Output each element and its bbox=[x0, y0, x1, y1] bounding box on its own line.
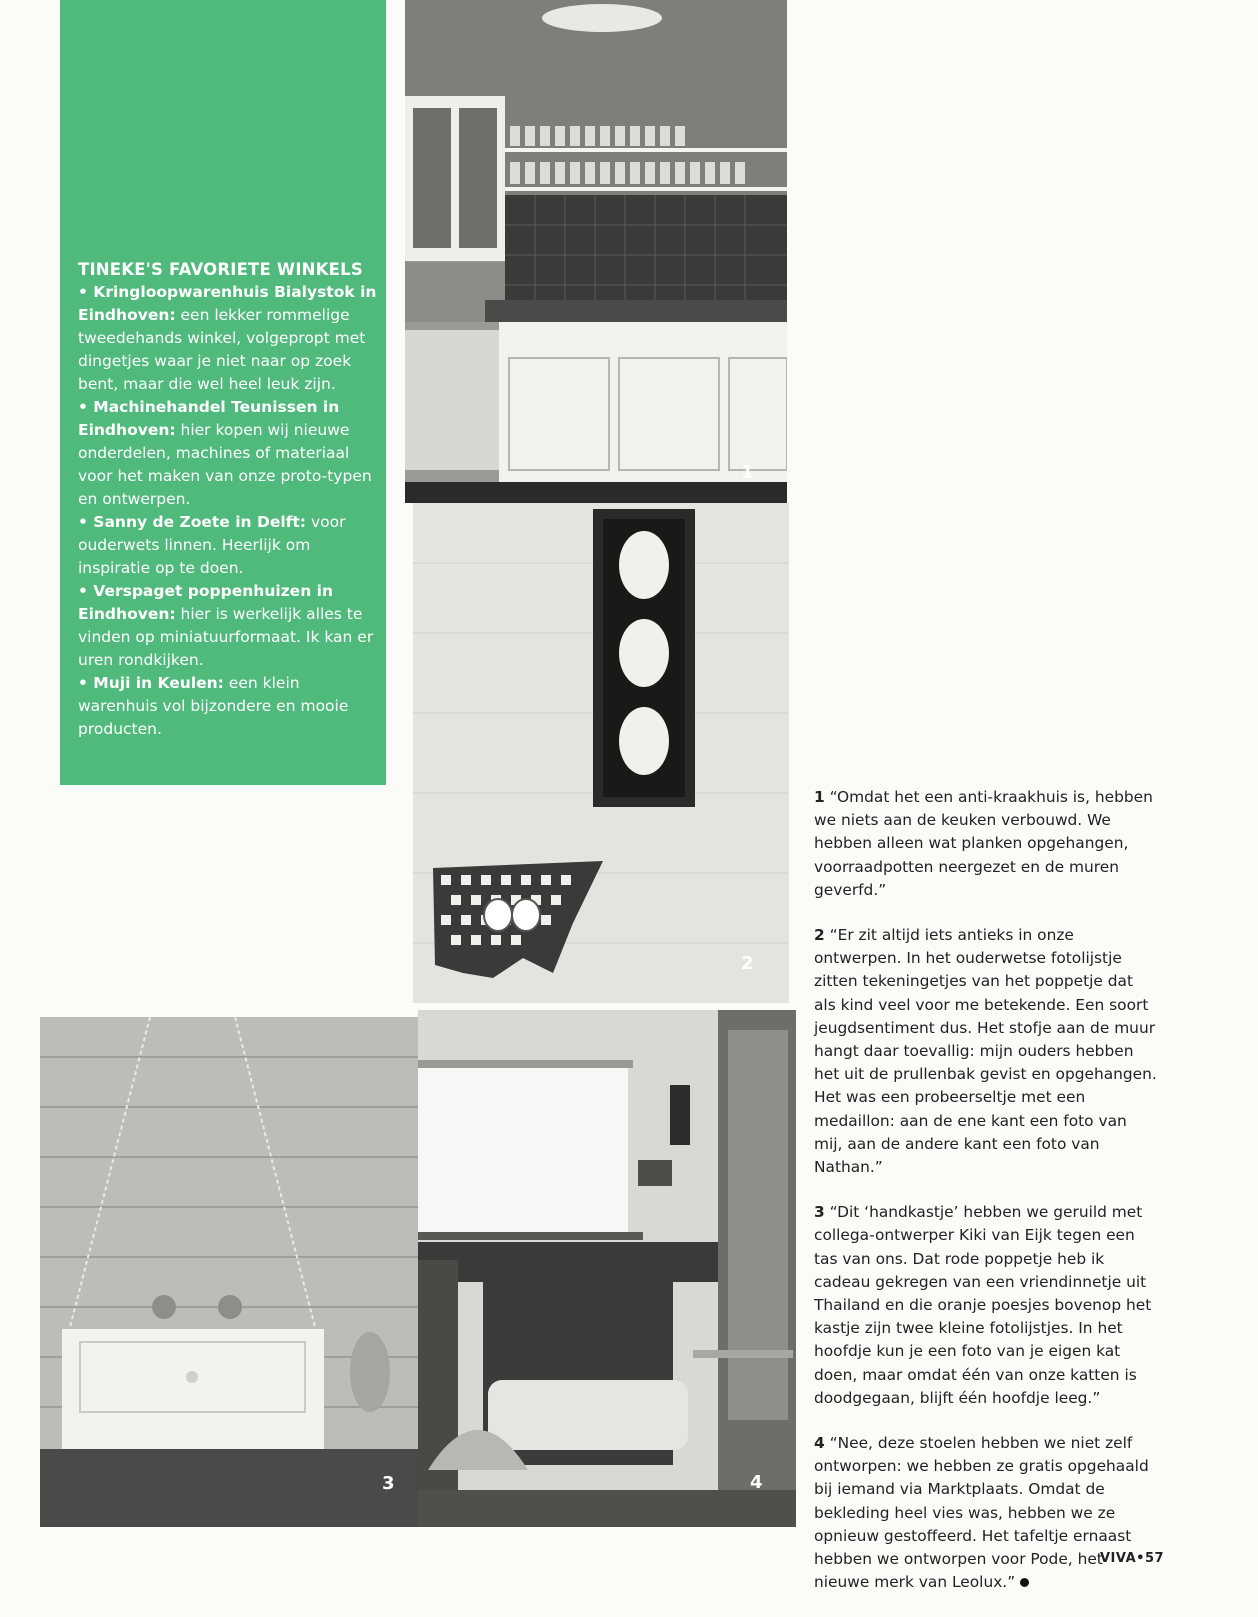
caption-2 bbox=[814, 924, 1159, 1179]
photo-number: 1 bbox=[741, 462, 754, 483]
shop-item bbox=[78, 511, 378, 580]
wall-frame-illustration bbox=[413, 503, 789, 1003]
photo-number: 4 bbox=[750, 1472, 763, 1493]
living-room-photo bbox=[418, 1010, 796, 1527]
caption-text: “Dit ‘handkastje’ hebben we geruild met collega-ontwerper Kiki van Eijk tegen een tas van ons. Dat rode poppetje heb ik cadeau gekregen van een vriendinnetje uit Thailand en die oranje poesjes bovenop het kastje zijn twee kleine fotolijstjes. In het hoofdje kun je een foto van je eigen kat doen, maar omdat één van onze katten is doodgegaan, blijft één hoofdje leeg.” bbox=[814, 1203, 1152, 1407]
shop-name: • Verspaget poppenhuizen in Eindhoven: bbox=[78, 582, 333, 623]
favorite-shops-box bbox=[60, 0, 386, 785]
shop-item bbox=[78, 672, 378, 741]
caption-3 bbox=[814, 1201, 1159, 1410]
wall-frame-photo bbox=[413, 503, 789, 1003]
caption-number: 4 bbox=[814, 1434, 825, 1453]
favorite-shops-title: TINEKE'S FAVORIETE WINKELS bbox=[78, 260, 363, 279]
hand-box-illustration bbox=[40, 1017, 418, 1527]
end-mark-icon bbox=[1020, 1578, 1029, 1587]
shop-name: • Muji in Keulen: bbox=[78, 674, 224, 692]
caption-number: 3 bbox=[814, 1203, 825, 1222]
shop-description: hier kopen wij nieuwe onderdelen, machines of materiaal voor het maken van onze proto-typen en ontwerpen. bbox=[78, 421, 372, 508]
caption-text: “Er zit altijd iets antieks in onze ontwerpen. In het ouderwetse fotolijstje zitten tekeningetjes van het poppetje dat als kind veel voor me betekende. Een soort jeugdsentiment dus. Het stofje aan de muur hangt daar toevallig: mijn ouders hebben het uit de prullenbak gevist en opgehangen. Het was een probeerseltje met een medaillon: aan de ene kant een foto van mij, aan de andere kant een foto van Nathan.” bbox=[814, 926, 1157, 1177]
caption-1 bbox=[814, 786, 1159, 902]
shop-name: • Machinehandel Teunissen in Eindhoven: bbox=[78, 398, 340, 439]
shop-item bbox=[78, 396, 378, 511]
kitchen-photo bbox=[405, 0, 787, 503]
hand-box-photo bbox=[40, 1017, 418, 1527]
living-room-illustration bbox=[418, 1010, 796, 1527]
shop-item bbox=[78, 580, 378, 672]
shop-description: voor ouderwets linnen. Heerlijk om inspiratie op te doen. bbox=[78, 513, 346, 577]
shop-item bbox=[78, 281, 378, 396]
favorite-shops-content bbox=[78, 258, 378, 741]
page-folio: VIVA•57 bbox=[1100, 1551, 1165, 1566]
photo-captions bbox=[814, 786, 1159, 1617]
photo-number: 2 bbox=[741, 953, 754, 974]
caption-4 bbox=[814, 1432, 1159, 1594]
caption-number: 2 bbox=[814, 926, 825, 945]
shop-description: een klein warenhuis vol bijzondere en mooie producten. bbox=[78, 674, 349, 738]
shop-description: hier is werkelijk alles te vinden op miniatuurformaat. Ik kan er uren rondkijken. bbox=[78, 605, 374, 669]
shop-name: • Kringloopwarenhuis Bialystok in Eindhoven: bbox=[78, 283, 377, 324]
caption-number: 1 bbox=[814, 788, 825, 806]
photo-number: 3 bbox=[382, 1473, 395, 1494]
kitchen-illustration bbox=[405, 0, 787, 503]
shop-description: een lekker rommelige tweedehands winkel, volgepropt met dingetjes waar je niet naar op zoek bent, maar die wel heel leuk zijn. bbox=[78, 306, 366, 393]
shop-name: • Sanny de Zoete in Delft: bbox=[78, 513, 307, 531]
caption-text: “Omdat het een anti-kraakhuis is, hebben we niets aan de keuken verbouwd. We hebben alleen wat planken opgehangen, voorraadpotten neergezet en de muren geverfd.” bbox=[814, 788, 1153, 899]
caption-text: “Nee, deze stoelen hebben we niet zelf ontworpen: we hebben ze gratis opgehaald bij iemand via Marktplaats. Omdat de bekleding heel vies was, hebben we ze opnieuw gestoffeerd. Het tafeltje ernaast hebben we ontworpen voor Pode, het nieuwe merk van Leolux.” bbox=[814, 1434, 1149, 1592]
